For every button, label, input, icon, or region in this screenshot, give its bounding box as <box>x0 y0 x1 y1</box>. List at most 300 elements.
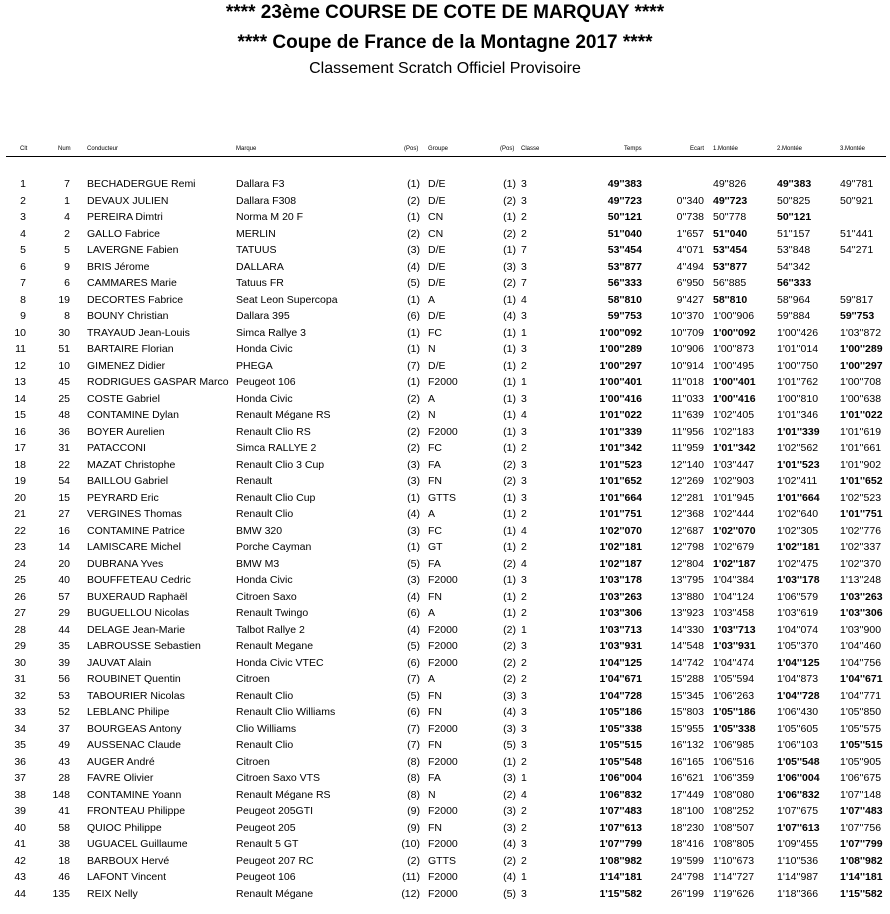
cell-run1: 1'02''187 <box>713 557 756 570</box>
cell-number: 2 <box>64 227 70 240</box>
cell-group-position: (1) <box>407 376 420 388</box>
cell-class: 4 <box>521 557 527 570</box>
cell-run2: 1'04''074 <box>777 623 819 636</box>
cell-time: 51''040 <box>607 227 642 240</box>
cell-number: 31 <box>58 442 70 454</box>
cell-time: 1'07''799 <box>599 838 642 850</box>
cell-run1: 1'06''263 <box>713 689 755 702</box>
cell-run1: 1'00''873 <box>713 343 755 355</box>
cell-group-position: (2) <box>407 425 420 438</box>
cell-run2: 1'05''605 <box>777 722 819 735</box>
cell-rank: 34 <box>14 722 26 735</box>
results-table-header <box>0 146 890 156</box>
cell-class: 2 <box>521 508 527 520</box>
cell-class: 2 <box>521 755 527 768</box>
cell-run2: 51''157 <box>777 227 811 240</box>
cell-run3: 1'00''289 <box>840 343 883 355</box>
cell-gap: 11''639 <box>671 409 704 421</box>
cell-class-position: (2) <box>503 557 516 570</box>
cell-number: 49 <box>58 739 70 751</box>
cell-run1: 1'02''903 <box>713 475 755 487</box>
cell-group-position: (1) <box>407 178 420 190</box>
cell-run3: 1'02''523 <box>840 491 882 504</box>
cell-rank: 44 <box>14 887 26 900</box>
cell-run1: 1'08''507 <box>713 821 755 834</box>
cell-number: 52 <box>58 706 70 718</box>
cell-rank: 19 <box>14 475 26 487</box>
table-row <box>0 836 890 853</box>
cell-car: Renault 5 GT <box>236 838 299 850</box>
cell-class-position: (1) <box>503 508 516 520</box>
cell-run2: 1'03''178 <box>777 574 820 586</box>
cell-driver: LEBLANC Philipe <box>87 706 170 718</box>
cell-time: 53''877 <box>607 260 642 273</box>
cell-time: 1'01''342 <box>599 442 642 454</box>
cell-run2: 1'01''762 <box>777 376 819 388</box>
cell-car: Honda Civic <box>236 574 293 586</box>
cell-group-position: (1) <box>407 326 420 339</box>
cell-run2: 1'02''562 <box>777 442 819 454</box>
cell-run1: 1'08''252 <box>713 805 755 817</box>
cell-car: Honda Civic <box>236 343 293 355</box>
cell-number: 38 <box>58 838 70 850</box>
cell-driver: MAZAT Christophe <box>87 458 176 471</box>
cell-run2: 53''848 <box>777 244 811 256</box>
cell-run1: 1'14''727 <box>713 871 755 883</box>
cell-car: Dallara F3 <box>236 178 285 190</box>
cell-driver: LAVERGNE Fabien <box>87 244 179 256</box>
cell-driver: LABROUSSE Sebastien <box>87 640 201 652</box>
cell-number: 1 <box>64 194 70 207</box>
cell-class: 3 <box>521 722 527 735</box>
cell-class: 3 <box>521 178 527 190</box>
cell-gap: 0''340 <box>676 194 704 207</box>
cell-car: Simca RALLYE 2 <box>236 442 317 454</box>
cell-group: FN <box>428 475 442 487</box>
cell-car: Peugeot 207 RC <box>236 854 314 867</box>
cell-class: 2 <box>521 541 527 553</box>
cell-rank: 21 <box>14 508 26 520</box>
cell-run2: 59''884 <box>777 310 811 322</box>
cell-run2: 50''121 <box>777 211 812 223</box>
cell-group-position: (9) <box>407 805 420 817</box>
cell-driver: DUBRANA Yves <box>87 557 164 570</box>
cell-group-position: (8) <box>407 788 420 801</box>
cell-driver: BOUFFETEAU Cedric <box>87 574 191 586</box>
cell-group-position: (3) <box>407 524 420 537</box>
cell-run3: 1'01''661 <box>840 442 882 454</box>
cell-driver: LAFONT Vincent <box>87 871 166 883</box>
cell-group: GTTS <box>428 854 456 867</box>
cell-run3: 1'01''022 <box>840 409 883 421</box>
col-pos-class: (Pos) <box>500 146 515 152</box>
cell-class-position: (2) <box>503 623 516 636</box>
cell-time: 1'05''515 <box>599 739 642 751</box>
cell-group-position: (3) <box>407 475 420 487</box>
cell-group-position: (3) <box>407 244 420 256</box>
cell-rank: 27 <box>14 607 26 619</box>
cell-run2: 56''333 <box>777 277 812 289</box>
cell-run1: 1'03''458 <box>713 607 755 619</box>
cell-class-position: (1) <box>503 359 516 372</box>
cell-group-position: (7) <box>407 722 420 735</box>
cell-rank: 5 <box>20 244 26 256</box>
cell-class: 7 <box>521 277 527 289</box>
cell-run1: 1'01''342 <box>713 442 756 454</box>
cell-time: 1'03''713 <box>599 623 642 636</box>
table-row <box>0 589 890 606</box>
table-row <box>0 770 890 787</box>
cell-car: TATUUS <box>236 244 277 256</box>
cell-car: Porche Cayman <box>236 541 312 553</box>
cell-run2: 1'06''579 <box>777 590 819 603</box>
cell-class-position: (2) <box>503 475 516 487</box>
cell-time: 53''454 <box>607 244 642 256</box>
col-gap: Ecart <box>690 146 705 152</box>
col-run2: 2.Montée <box>777 146 803 152</box>
cell-group: FA <box>428 557 441 570</box>
cell-class: 7 <box>521 244 527 256</box>
col-class: Classe <box>521 146 540 152</box>
cell-rank: 11 <box>15 343 26 355</box>
cell-class-position: (3) <box>503 821 516 834</box>
cell-number: 51 <box>58 343 70 355</box>
cell-number: 14 <box>58 541 70 553</box>
cell-group-position: (5) <box>407 640 420 652</box>
cell-class: 2 <box>521 821 527 834</box>
cell-class: 3 <box>521 706 527 718</box>
cell-group-position: (7) <box>407 359 420 372</box>
cell-rank: 26 <box>14 590 26 603</box>
cell-group-position: (5) <box>407 557 420 570</box>
cell-group: D/E <box>428 178 446 190</box>
col-group: Groupe <box>428 146 449 152</box>
cell-run1: 1'00''092 <box>713 326 756 339</box>
cell-driver: BAILLOU Gabriel <box>87 475 169 487</box>
cell-car: Renault <box>236 475 273 487</box>
col-car: Marque <box>236 146 257 152</box>
table-row <box>0 209 890 226</box>
cell-run2: 1'02''640 <box>777 508 819 520</box>
cell-group: F2000 <box>428 574 458 586</box>
cell-time: 1'15''582 <box>599 887 642 900</box>
cell-number: 40 <box>58 574 70 586</box>
table-row <box>0 671 890 688</box>
cell-group: D/E <box>428 260 446 273</box>
cell-group-position: (2) <box>407 227 420 240</box>
table-row <box>0 176 890 193</box>
cell-group: A <box>428 392 436 405</box>
report-classification: Classement Scratch Officiel Provisoire <box>309 60 581 77</box>
cell-run3: 49''781 <box>840 178 874 190</box>
cell-class-position: (2) <box>503 277 516 289</box>
cell-group: FN <box>428 739 442 751</box>
cell-time: 1'01''523 <box>599 458 642 471</box>
cell-rank: 10 <box>14 326 26 339</box>
cell-driver: CONTAMINE Dylan <box>87 409 179 421</box>
table-row <box>0 572 890 589</box>
cell-car: Honda Civic <box>236 392 293 405</box>
cell-run2: 1'14''987 <box>777 871 819 883</box>
cell-group-position: (12) <box>401 887 420 900</box>
cell-number: 8 <box>64 310 70 322</box>
cell-gap: 19''599 <box>670 854 704 867</box>
cell-number: 25 <box>58 392 70 405</box>
cell-group: F2000 <box>428 722 458 735</box>
cell-car: Renault Clio <box>236 508 294 520</box>
cell-group-position: (5) <box>407 277 420 289</box>
cell-group-position: (9) <box>407 821 420 834</box>
cell-number: 58 <box>58 821 70 834</box>
cell-class-position: (2) <box>503 656 516 669</box>
col-num: Num <box>58 146 71 152</box>
cell-gap: 14''330 <box>670 623 704 636</box>
cell-run1: 1'19''626 <box>713 887 755 900</box>
cell-run3: 1'01''652 <box>840 475 883 487</box>
cell-group-position: (7) <box>407 673 420 685</box>
cell-group: D/E <box>428 310 446 322</box>
cell-time: 1'01''022 <box>599 409 642 421</box>
cell-number: 57 <box>58 590 70 603</box>
cell-run1: 1'08''805 <box>713 838 755 850</box>
cell-gap: 24''798 <box>670 871 704 883</box>
table-row <box>0 688 890 705</box>
cell-group: FA <box>428 772 441 784</box>
cell-run3: 1'01''902 <box>840 458 882 471</box>
cell-time: 1'03''178 <box>599 574 642 586</box>
cell-run3: 1'02''776 <box>840 524 882 537</box>
cell-time: 1'06''832 <box>599 788 642 801</box>
cell-rank: 30 <box>14 656 26 669</box>
cell-run1: 1'06''985 <box>713 739 755 751</box>
cell-time: 1'03''931 <box>599 640 642 652</box>
table-row <box>0 341 890 358</box>
cell-group: A <box>428 508 436 520</box>
cell-time: 1'00''297 <box>599 359 642 372</box>
cell-group-position: (1) <box>407 343 420 355</box>
cell-run3: 1'03''872 <box>840 326 882 339</box>
cell-class-position: (1) <box>503 524 516 537</box>
cell-rank: 6 <box>20 260 26 273</box>
cell-rank: 39 <box>14 805 26 817</box>
cell-rank: 2 <box>20 194 26 207</box>
cell-number: 10 <box>58 359 70 372</box>
cell-class-position: (2) <box>503 458 516 471</box>
table-row <box>0 226 890 243</box>
cell-class: 2 <box>521 590 527 603</box>
cell-run3: 50''921 <box>840 194 874 207</box>
table-row <box>0 622 890 639</box>
cell-run2: 1'07''613 <box>777 821 820 834</box>
header-divider <box>6 156 886 157</box>
cell-run2: 1'01''346 <box>777 409 819 421</box>
cell-number: 46 <box>58 871 70 883</box>
cell-car: Renault Mégane RS <box>236 409 331 421</box>
cell-class-position: (1) <box>503 178 516 190</box>
cell-number: 29 <box>58 607 70 619</box>
cell-group: F2000 <box>428 656 458 669</box>
cell-run1: 1'05''186 <box>713 706 756 718</box>
cell-time: 1'00''289 <box>599 343 642 355</box>
cell-gap: 16''165 <box>670 755 704 768</box>
cell-group: A <box>428 293 436 306</box>
cell-car: Peugeot 106 <box>236 871 296 883</box>
cell-car: Seat Leon Supercopa <box>236 293 338 306</box>
cell-run3: 1'14''181 <box>840 871 883 883</box>
cell-time: 1'04''671 <box>599 673 642 685</box>
cell-class: 3 <box>521 739 527 751</box>
cell-group: FN <box>428 689 442 702</box>
cell-car: BMW M3 <box>236 557 280 570</box>
cell-number: 5 <box>64 244 70 256</box>
cell-group-position: (5) <box>407 689 420 702</box>
cell-gap: 11''033 <box>671 392 704 405</box>
column-headers <box>0 146 890 156</box>
cell-run1: 1'06''359 <box>713 772 755 784</box>
cell-class: 1 <box>521 772 527 784</box>
cell-group-position: (2) <box>407 194 420 207</box>
cell-time: 1'06''004 <box>599 772 642 784</box>
cell-class: 3 <box>521 260 527 273</box>
cell-class: 4 <box>521 293 527 306</box>
cell-group: F2000 <box>428 623 458 636</box>
cell-gap: 12''140 <box>670 458 704 471</box>
cell-driver: REIX Nelly <box>87 887 138 900</box>
cell-gap: 9''427 <box>676 293 704 306</box>
cell-run1: 1'00''906 <box>713 310 755 322</box>
cell-number: 27 <box>58 508 70 520</box>
cell-gap: 15''288 <box>670 673 704 685</box>
cell-number: 6 <box>64 277 70 289</box>
cell-driver: AUSSENAC Claude <box>87 739 181 751</box>
cell-class: 2 <box>521 656 527 669</box>
col-pos-group: (Pos) <box>404 146 419 152</box>
cell-group: A <box>428 607 436 619</box>
cell-time: 56''333 <box>607 277 642 289</box>
cell-run1: 53''877 <box>713 260 748 273</box>
cell-run3: 1'07''756 <box>840 821 882 834</box>
cell-driver: BUXERAUD Raphaël <box>87 590 188 603</box>
cell-run1: 50''778 <box>713 211 747 223</box>
cell-number: 43 <box>58 755 70 768</box>
cell-rank: 42 <box>14 854 26 867</box>
cell-run2: 1'01''523 <box>777 458 820 471</box>
cell-driver: PATACCONI <box>87 442 146 454</box>
cell-class: 1 <box>521 376 527 388</box>
cell-rank: 33 <box>14 706 26 718</box>
table-row <box>0 523 890 540</box>
cell-run2: 58''964 <box>777 293 811 306</box>
table-row <box>0 886 890 903</box>
col-clt: Clt <box>20 146 28 152</box>
cell-run2: 1'06''004 <box>777 772 820 784</box>
cell-number: 45 <box>58 376 70 388</box>
cell-run3: 1'03''306 <box>840 607 883 619</box>
cell-run3: 51''441 <box>840 227 874 240</box>
cell-group: FN <box>428 706 442 718</box>
cell-driver: QUIOC Philippe <box>87 821 162 834</box>
cell-class-position: (5) <box>503 739 516 751</box>
cell-group-position: (1) <box>407 293 420 306</box>
cell-driver: JAUVAT Alain <box>87 656 152 669</box>
cell-time: 1'05''186 <box>599 706 642 718</box>
cell-run1: 58''810 <box>713 293 748 306</box>
cell-run1: 1'01''945 <box>713 491 755 504</box>
cell-rank: 17 <box>14 442 26 454</box>
cell-time: 1'07''613 <box>599 821 642 834</box>
cell-number: 15 <box>58 491 70 504</box>
cell-group-position: (8) <box>407 755 420 768</box>
cell-rank: 38 <box>14 788 26 801</box>
table-row <box>0 853 890 870</box>
cell-group: D/E <box>428 359 446 372</box>
cell-run1: 53''454 <box>713 244 748 256</box>
cell-run2: 1'04''125 <box>777 656 820 669</box>
cell-car: Peugeot 106 <box>236 376 296 388</box>
cell-driver: CONTAMINE Patrice <box>87 524 185 537</box>
cell-group: N <box>428 343 436 355</box>
cell-run2: 1'10''536 <box>777 854 819 867</box>
cell-rank: 40 <box>14 821 26 834</box>
cell-gap: 12''269 <box>670 475 704 487</box>
cell-class: 1 <box>521 326 527 339</box>
cell-group-position: (3) <box>407 458 420 471</box>
cell-class: 2 <box>521 227 527 240</box>
cell-car: Simca Rallye 3 <box>236 326 307 339</box>
cell-number: 20 <box>58 557 70 570</box>
cell-class: 2 <box>521 854 527 867</box>
cell-group: D/E <box>428 244 446 256</box>
cell-gap: 13''795 <box>670 574 704 586</box>
cell-number: 9 <box>64 260 70 273</box>
cell-group: FC <box>428 326 442 339</box>
cell-run1: 1'02''444 <box>713 508 755 520</box>
cell-group-position: (2) <box>407 442 420 454</box>
cell-driver: CONTAMINE Yoann <box>87 788 182 801</box>
cell-car: Renault Twingo <box>236 607 309 619</box>
cell-run3: 1'04''756 <box>840 656 882 669</box>
cell-class-position: (1) <box>503 376 516 388</box>
cell-run3: 1'15''582 <box>840 887 883 900</box>
cell-run1: 1'04''384 <box>713 574 755 586</box>
cell-number: 35 <box>58 640 70 652</box>
cell-rank: 3 <box>20 211 26 223</box>
cell-run3: 1'07''148 <box>840 788 882 801</box>
cell-class: 1 <box>521 871 527 883</box>
table-row <box>0 424 890 441</box>
cell-car: DALLARA <box>236 260 284 273</box>
cell-group: F2000 <box>428 755 458 768</box>
cell-group-position: (6) <box>407 656 420 669</box>
cell-number: 18 <box>58 854 70 867</box>
cell-car: Renault Clio 3 Cup <box>236 458 325 471</box>
table-row <box>0 655 890 672</box>
cell-class: 3 <box>521 640 527 652</box>
cell-gap: 12''368 <box>670 508 704 520</box>
table-row <box>0 754 890 771</box>
cell-time: 58''810 <box>607 293 642 306</box>
results-table-body <box>0 176 890 902</box>
cell-number: 37 <box>58 722 70 735</box>
cell-group: FN <box>428 590 442 603</box>
cell-gap: 16''621 <box>670 772 704 784</box>
cell-group: F2000 <box>428 805 458 817</box>
cell-rank: 18 <box>14 458 26 471</box>
cell-run1: 1'03''931 <box>713 640 756 652</box>
cell-run1: 1'00''401 <box>713 376 756 388</box>
cell-gap: 12''798 <box>670 541 704 553</box>
cell-number: 19 <box>58 293 70 306</box>
